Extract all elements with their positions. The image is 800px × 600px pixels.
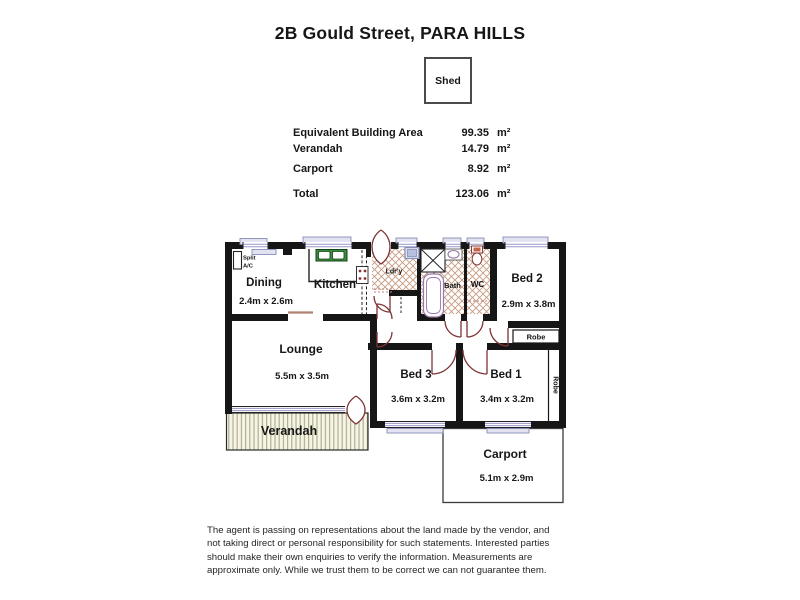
room-label-bath: Bath: [444, 281, 461, 290]
carport-outline: [443, 429, 563, 503]
robe-label: Robe: [526, 332, 546, 342]
sink-basin: [319, 252, 331, 260]
disclaimer-line: should make their own enquiries to verify the information. Measurements are: [207, 551, 533, 563]
row-unit: m²: [497, 163, 511, 175]
room-dims-bed3: 3.6m x 3.2m: [391, 394, 445, 405]
room-dims-bed2: 2.9m x 3.8m: [501, 299, 556, 310]
room-label-kitchen: Kitchen: [313, 279, 357, 291]
shed-label: Shed: [435, 74, 461, 87]
wall-segment: [225, 242, 232, 414]
disclaimer-line: The agent is passing on representations about the land made by the vendor, and: [207, 525, 550, 536]
room-label-laundry: Ldr'y: [385, 268, 403, 276]
row-value: 8.92: [467, 163, 489, 175]
disclaimer-line: not taking direct or personal responsibility for such statements. Interested parties: [207, 538, 550, 550]
bed1-door-arc: [463, 350, 487, 374]
laundry-trough: [405, 248, 419, 259]
wall-segment: [225, 406, 232, 414]
window: [385, 421, 445, 428]
bathtub: [424, 274, 444, 317]
wall-segment: [283, 242, 292, 255]
wall-segment: [456, 343, 463, 350]
split-ac-unit: [234, 252, 242, 270]
wall-segment: [417, 249, 421, 321]
row-label: Equivalent Building Area: [293, 127, 423, 139]
room-label-wc: WC: [470, 280, 485, 289]
row-unit: m²: [497, 188, 511, 200]
wall-segment: [464, 249, 467, 321]
window: [445, 242, 461, 249]
row-value: 14.79: [461, 143, 489, 155]
room-label-bed1: Bed 1: [490, 369, 522, 381]
bath-door-arc: [445, 321, 461, 337]
wall-segment: [487, 343, 563, 350]
room-dims-dining: 2.4m x 2.6m: [239, 296, 293, 307]
bed3-door-arc: [432, 350, 456, 374]
wall-segment: [389, 290, 417, 296]
row-label: Total: [293, 188, 319, 200]
room-label-carport: Carport: [483, 447, 527, 461]
robe-label-vertical: Robe: [551, 376, 559, 394]
window-sill: [387, 429, 443, 434]
disclaimer: [207, 524, 627, 577]
room-dims-carport: 5.1m x 2.9m: [479, 473, 534, 484]
sink-basin: [333, 252, 345, 260]
stove: [357, 267, 369, 284]
window: [243, 242, 268, 249]
split-ac-label: Split: [243, 255, 256, 262]
row-value: 99.35: [461, 127, 489, 139]
window-sill: [252, 250, 276, 255]
window: [305, 242, 352, 249]
wall-segment: [456, 350, 463, 421]
wall-segment: [370, 314, 377, 428]
window: [505, 242, 548, 249]
room-dims-lounge: 5.5m x 3.5m: [275, 371, 329, 382]
page-title: 2B Gould Street, PARA HILLS: [274, 23, 526, 43]
wc-door-arc: [467, 321, 483, 337]
disclaimer-line: approximate only. While we trust them to be correct we can not guarantee them.: [207, 564, 547, 576]
wall-segment: [225, 314, 288, 321]
wall-segment: [490, 242, 497, 321]
room-label-bed3: Bed 3: [400, 369, 432, 381]
room-label-bed2: Bed 2: [511, 273, 543, 285]
split-ac-label: A/C: [243, 263, 253, 270]
row-label: Carport: [293, 163, 333, 175]
wall-segment: [508, 321, 563, 328]
room-label-dining: Dining: [246, 277, 282, 289]
toilet: [472, 246, 483, 265]
bath-basin: [445, 249, 462, 260]
window: [232, 406, 345, 413]
row-unit: m²: [497, 143, 511, 155]
row-unit: m²: [497, 127, 511, 139]
room-label-verandah: Verandah: [260, 424, 318, 438]
row-label: Verandah: [293, 143, 343, 155]
window: [485, 421, 531, 428]
window-sill: [487, 429, 529, 434]
room-dims-bed1: 3.4m x 3.2m: [480, 394, 534, 405]
wall-segment: [559, 242, 566, 428]
shower: [421, 249, 445, 272]
row-value: 123.06: [455, 188, 489, 200]
wall-segment: [323, 314, 377, 321]
room-label-lounge: Lounge: [279, 342, 323, 356]
